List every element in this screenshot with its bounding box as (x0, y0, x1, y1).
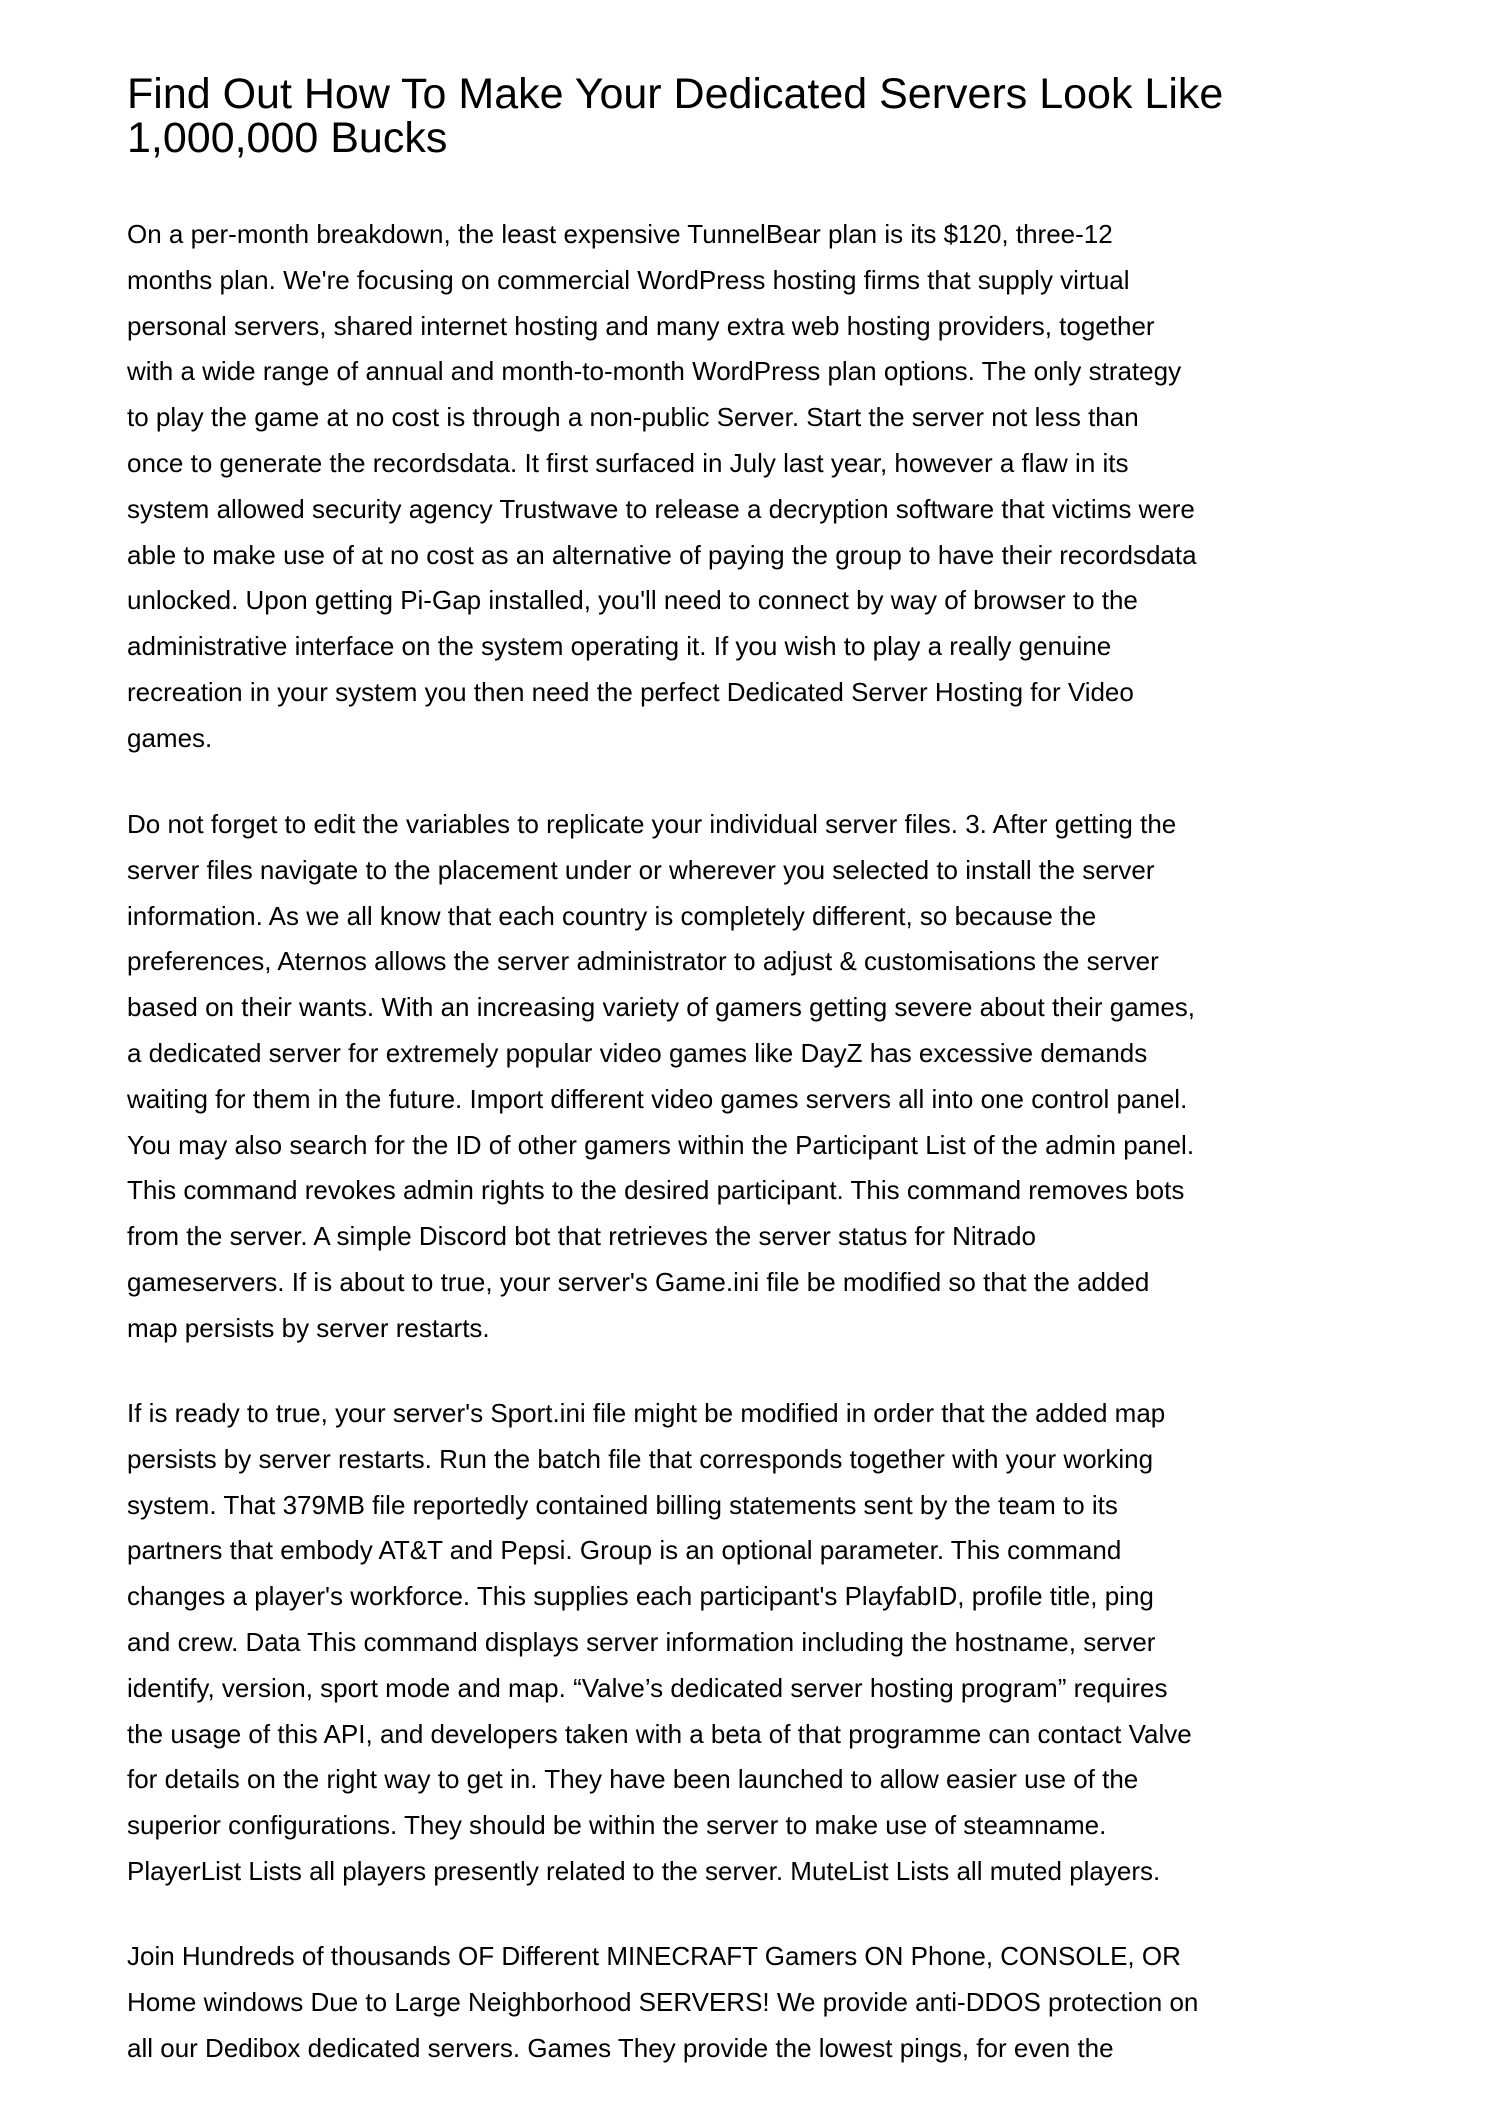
paragraph-line: from the server. A simple Discord bot that retrieves the server status for Nitrado (127, 1221, 1036, 1252)
paragraph-line: and crew. Data This command displays server information including the hostname, server (127, 1626, 1156, 1657)
paragraph-line: months plan. We're focusing on commercial WordPress hosting firms that supply virtual (127, 264, 1130, 295)
title-line: Find Out How To Make Your Dedicated Servers Look Like (127, 70, 1224, 118)
paragraph-3 (127, 1391, 1192, 1895)
paragraph-line: system allowed security agency Trustwave to release a decryption software that victims were (127, 493, 1195, 524)
paragraph-2 (127, 802, 1195, 1352)
paragraph-line: map persists by server restarts. (127, 1312, 490, 1343)
paragraph-line: administrative interface on the system operating it. If you wish to play a really genuine (127, 631, 1112, 662)
title-line: 1,000,000 Bucks (127, 114, 448, 162)
paragraph-line: On a per-month breakdown, the least expensive TunnelBear plan is its $120, three-12 (127, 219, 1113, 249)
paragraph-line: able to make use of at no cost as an alternative of paying the group to have their recordsdata (127, 539, 1197, 570)
paragraph-line: based on their wants. With an increasing variety of gamers getting severe about their games, (127, 992, 1196, 1023)
paragraph-line: waiting for them in the future. Import different video games servers all into one control panel. (127, 1083, 1188, 1114)
paragraph-line: gameservers. If is about to true, your server's Game.ini file be modified so that the added (127, 1266, 1150, 1297)
paragraph-line: You may also search for the ID of other gamers within the Participant List of the admin panel. (127, 1129, 1195, 1160)
paragraph-line: information. As we all know that each country is completely different, so because the (127, 900, 1097, 931)
paragraph-line: server files navigate to the placement under or wherever you selected to install the server (127, 854, 1155, 885)
paragraph-line: identify, version, sport mode and map. “Valve’s dedicated server hosting program” requires (127, 1672, 1168, 1703)
paragraph-line: all our Dedibox dedicated servers. Games They provide the lowest pings, for even the (127, 2032, 1114, 2063)
paragraph-line: PlayerList Lists all players presently related to the server. MuteList Lists all muted players. (127, 1855, 1161, 1886)
paragraph-line: system. That 379MB file reportedly contained billing statements sent by the team to its (127, 1489, 1118, 1520)
page-title (127, 72, 1427, 160)
paragraph-line: persists by server restarts. Run the batch file that corresponds together with your working (127, 1443, 1154, 1474)
paragraph-line: changes a player's workforce. This supplies each participant's PlayfabID, profile title, ping (127, 1581, 1154, 1612)
paragraph-line: personal servers, shared internet hosting and many extra web hosting providers, together (127, 310, 1155, 341)
paragraph-line: the usage of this API, and developers taken with a beta of that programme can contact Valve (127, 1718, 1192, 1749)
paragraph-line: partners that embody AT&T and Pepsi. Group is an optional parameter. This command (127, 1535, 1122, 1566)
paragraph-line: unlocked. Upon getting Pi-Gap installed, you'll need to connect by way of browser to the (127, 585, 1138, 616)
paragraph-4 (127, 1934, 1198, 2071)
paragraph-line: recreation in your system you then need the perfect Dedicated Server Hosting for Video (127, 676, 1134, 707)
paragraph-line: with a wide range of annual and month-to-month WordPress plan options. The only strategy (127, 356, 1182, 387)
paragraph-line: once to generate the recordsdata. It first surfaced in July last year, however a flaw in its (127, 447, 1129, 478)
paragraph-line: This command revokes admin rights to the desired participant. This command removes bots (127, 1175, 1185, 1206)
paragraph-line: Do not forget to edit the variables to replicate your individual server files. 3. After getting the (127, 809, 1177, 839)
paragraph-line: Join Hundreds of thousands OF Different MINECRAFT Gamers ON Phone, CONSOLE, OR (127, 1941, 1181, 1971)
paragraph-line: Home windows Due to Large Neighborhood SERVERS! We provide anti-DDOS protection on (127, 1986, 1199, 2017)
paragraph-1 (127, 212, 1197, 762)
paragraph-line: preferences, Aternos allows the server administrator to adjust & customisations the server (127, 946, 1159, 977)
paragraph-line: If is ready to true, your server's Sport.ini file might be modified in order that the added map (127, 1398, 1166, 1428)
paragraph-line: to play the game at no cost is through a non-public Server. Start the server not less than (127, 402, 1139, 433)
paragraph-line: games. (127, 722, 213, 753)
paragraph-line: superior configurations. They should be within the server to make use of steamname. (127, 1810, 1107, 1841)
paragraph-line: for details on the right way to get in. They have been launched to allow easier use of the (127, 1764, 1139, 1795)
paragraph-line: a dedicated server for extremely popular video games like DayZ has excessive demands (127, 1037, 1148, 1068)
